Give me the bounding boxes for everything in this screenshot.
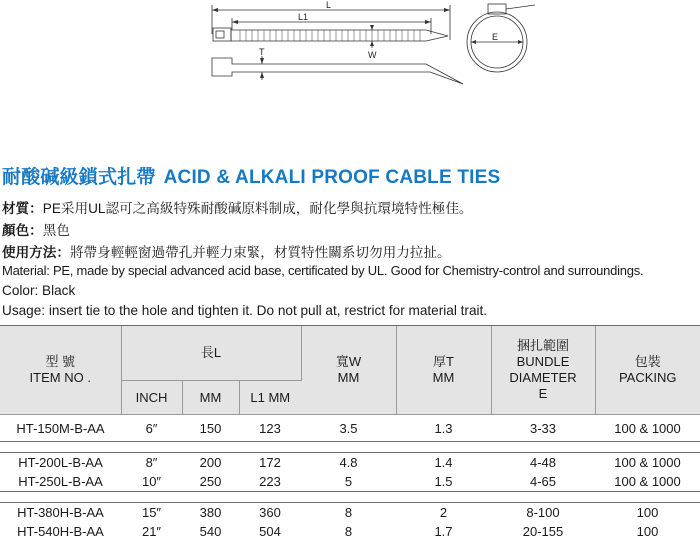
label-e: E [492, 32, 499, 42]
table-row: HT-250L-B-AA 10″ 250 223 5 1.5 4-65 100 & 1000 [18, 474, 681, 489]
table-row: HT-200L-B-AA 8″ 200 172 4.8 1.4 4-48 100 & 1000 [18, 455, 681, 470]
label-l1: L1 [298, 12, 309, 22]
title-en: ACID & ALKALI PROOF CABLE TIES [163, 167, 501, 188]
page-title [2, 162, 500, 189]
title-zh: 耐酸碱級鎖式扎帶 [2, 167, 156, 188]
label-t: T [259, 47, 265, 57]
header-mm: MM [182, 381, 239, 415]
header-thickness: 厚T MM [396, 326, 491, 415]
usage-line: 使用方法：將帶身輕輕窗過帶孔并輕力束緊，材質特性關系切勿用力拉扯。 [2, 245, 451, 260]
color-en-line: Color: Black [2, 283, 76, 298]
header-length: 長L [121, 326, 301, 381]
label-w: W [368, 50, 377, 60]
color-line: 顏色：黑色 [2, 223, 70, 238]
table-row: HT-380H-B-AA 15″ 380 360 8 2 8-100 100 [17, 505, 659, 520]
header-packing: 包裝 PACKING [595, 326, 700, 415]
header-bundle: 捆扎範圍 BUNDLE DIAMETER E [491, 326, 595, 415]
usage-en-line: Usage: insert tie to the hole and tighten it. Do not pull at, restrict for material trait. [2, 303, 488, 318]
table-row: HT-540H-B-AA 21″ 540 504 8 1.7 20-155 100 [17, 524, 659, 539]
row-separator [0, 492, 700, 503]
table-row: HT-150M-B-AA 6″ 150 123 3.5 1.3 3-33 100 & 1000 [16, 420, 681, 436]
row-separator [0, 442, 700, 453]
tie-side-view [212, 58, 463, 84]
header-width: 寬W MM [301, 326, 396, 415]
label-l: L [326, 0, 332, 10]
material-line: 材質：PE采用UL認可之高級特殊耐酸碱原料制成，耐化學與抗環境特性極佳。 [2, 201, 473, 216]
spec-table [0, 326, 700, 541]
header-item: 型 號 ITEM NO . [0, 326, 121, 415]
material-en-line: Material: PE, made by special advanced acid base, certificated by UL. Good for Chemistry-control and surroundings. [2, 263, 644, 278]
tie-strap-top [231, 30, 448, 41]
header-inch: INCH [121, 381, 182, 415]
cable-tie-diagram [0, 0, 700, 110]
header-l1mm: L1 MM [239, 381, 301, 415]
